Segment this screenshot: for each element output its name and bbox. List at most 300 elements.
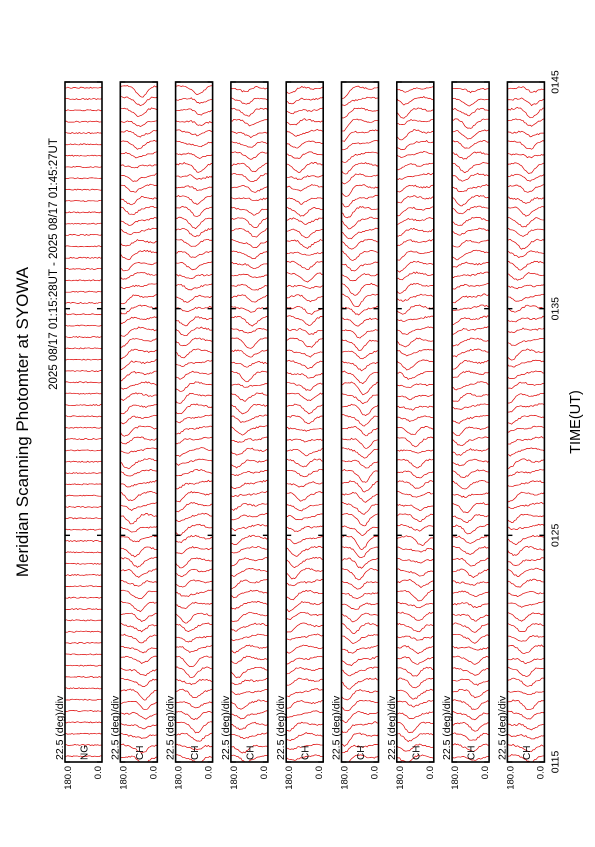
scan-trace — [342, 603, 379, 610]
scan-trace — [452, 338, 489, 346]
scan-trace — [342, 371, 379, 384]
scan-trace — [286, 427, 323, 431]
scan-trace — [65, 665, 102, 666]
scan-trace — [286, 504, 323, 511]
scan-trace — [176, 623, 213, 632]
scan-trace — [286, 162, 323, 172]
scan-trace — [507, 141, 544, 150]
scan-trace — [286, 198, 323, 205]
scan-trace — [452, 250, 489, 260]
scan-trace — [65, 495, 102, 496]
scan-trace — [65, 189, 102, 190]
y-tick-bottom: 0.0 — [93, 766, 104, 780]
scan-trace — [176, 503, 213, 512]
scan-trace — [120, 623, 157, 632]
scan-trace — [452, 108, 489, 116]
scan-trace — [286, 316, 323, 326]
scan-trace — [65, 506, 102, 507]
scan-trace — [120, 668, 157, 676]
scan-trace — [452, 88, 489, 93]
scan-trace — [65, 314, 102, 315]
scan-trace — [397, 536, 434, 546]
scan-trace — [65, 631, 102, 632]
scan-trace — [120, 656, 157, 663]
scan-trace — [342, 581, 379, 589]
scan-trace — [286, 207, 323, 216]
scan-trace — [397, 678, 434, 688]
scan-trace — [176, 701, 213, 707]
scan-trace — [507, 623, 544, 631]
scan-trace — [231, 568, 268, 576]
scan-trace — [176, 274, 213, 278]
scan-trace — [452, 228, 489, 235]
scan-trace — [286, 590, 323, 599]
scan-trace — [176, 186, 213, 191]
scan-trace — [452, 524, 489, 534]
scan-trace — [176, 535, 213, 542]
y-tick-bottom: 0.0 — [424, 766, 436, 780]
scan-trace — [452, 416, 489, 424]
scan-trace — [65, 167, 102, 168]
scan-trace — [176, 679, 213, 685]
x-tick-label: 0125 — [549, 523, 562, 548]
y-tick-bottom: 0.0 — [314, 766, 326, 780]
scan-trace — [397, 86, 434, 93]
scan-trace — [342, 129, 379, 141]
scan-trace — [120, 712, 157, 719]
scan-trace — [176, 469, 213, 475]
scan-trace — [342, 481, 379, 492]
scan-trace — [231, 218, 268, 228]
scan-trace — [120, 678, 157, 686]
scan-trace — [342, 294, 379, 307]
scan-trace — [342, 427, 379, 436]
scan-trace — [120, 601, 157, 611]
panel-5 — [275, 82, 325, 790]
scan-trace — [286, 645, 323, 653]
scan-trace — [342, 86, 379, 98]
panel-8 — [441, 82, 491, 790]
scan-trace — [507, 613, 544, 622]
scan-trace — [452, 623, 489, 633]
scan-trace — [342, 306, 379, 315]
scan-trace — [65, 234, 102, 235]
scan-trace — [397, 360, 434, 370]
scan-trace — [176, 448, 213, 457]
x-tick-labels — [549, 70, 561, 773]
scan-trace — [176, 404, 213, 414]
scan-trace — [397, 406, 434, 410]
chart-subtitle: 2025 08/17 01:15:28UT - 2025 08/17 01:45:27UT — [48, 138, 60, 390]
scan-trace — [507, 316, 544, 322]
scan-trace — [176, 547, 213, 554]
scan-trace — [286, 306, 323, 314]
scan-trace — [176, 711, 213, 719]
scan-trace — [120, 646, 157, 653]
scan-trace — [231, 700, 268, 709]
scan-trace — [397, 733, 434, 741]
scan-trace — [231, 228, 268, 237]
scan-trace — [176, 283, 213, 290]
channel-label: CH — [134, 745, 146, 760]
scan-trace — [452, 316, 489, 325]
scan-trace — [231, 87, 268, 92]
scan-trace — [120, 502, 157, 510]
scan-trace — [120, 184, 157, 192]
scan-trace — [120, 140, 157, 149]
scan-trace — [286, 252, 323, 255]
scan-trace — [120, 437, 157, 444]
scan-trace — [120, 130, 157, 137]
scan-trace — [176, 415, 213, 423]
scan-trace — [397, 316, 434, 322]
scan-trace — [231, 426, 268, 435]
scan-trace — [231, 590, 268, 598]
scan-trace — [120, 86, 157, 98]
scan-trace — [231, 525, 268, 531]
scan-trace — [452, 119, 489, 128]
scan-trace — [452, 581, 489, 585]
scan-trace — [120, 734, 157, 739]
scan-trace — [120, 382, 157, 390]
panel-traces — [507, 87, 544, 763]
scan-trace — [176, 217, 213, 228]
scan-trace — [342, 656, 379, 665]
scan-trace — [397, 395, 434, 400]
y-tick-bottom: 0.0 — [203, 766, 215, 780]
scan-trace — [397, 667, 434, 676]
scan-trace — [507, 371, 544, 379]
scan-trace — [286, 623, 323, 632]
scan-trace — [342, 678, 379, 689]
scale-label: 22.5 (deg)/div — [54, 695, 66, 760]
scan-trace — [120, 459, 157, 469]
scan-trace — [231, 634, 268, 641]
scan-trace — [342, 700, 379, 710]
scan-trace — [65, 348, 102, 349]
scan-trace — [120, 250, 157, 259]
scan-trace — [507, 163, 544, 174]
scan-trace — [65, 597, 102, 598]
panel-frame — [397, 82, 434, 762]
scan-trace — [231, 142, 268, 148]
channel-label: CH — [521, 745, 533, 760]
scan-trace — [65, 291, 102, 292]
scan-trace — [342, 415, 379, 427]
scan-trace — [231, 579, 268, 589]
scan-trace — [120, 152, 157, 158]
scan-trace — [342, 152, 379, 162]
panel-traces — [120, 86, 157, 764]
scan-trace — [507, 437, 544, 445]
scan-trace — [231, 98, 268, 105]
panel-4 — [220, 82, 270, 790]
scan-trace — [231, 612, 268, 621]
scan-trace — [176, 109, 213, 115]
scale-label: 22.5 (deg)/div — [385, 695, 398, 760]
scan-trace — [176, 317, 213, 326]
scan-trace — [452, 437, 489, 446]
scan-trace — [342, 592, 379, 599]
scan-trace — [231, 383, 268, 388]
scan-trace — [452, 733, 489, 740]
scan-trace — [507, 568, 544, 576]
scan-trace — [397, 481, 434, 489]
scan-trace — [120, 295, 157, 304]
scan-trace — [286, 536, 323, 543]
scan-trace — [65, 461, 102, 462]
scan-trace — [231, 295, 268, 302]
x-tick-label: 0115 — [549, 750, 562, 774]
scan-trace — [507, 338, 544, 345]
scan-trace — [452, 614, 489, 621]
scan-trace — [342, 195, 379, 207]
scan-trace — [397, 305, 434, 314]
scan-trace — [342, 634, 379, 643]
scan-trace — [231, 152, 268, 160]
scan-trace — [65, 336, 102, 337]
scan-trace — [397, 261, 434, 272]
scan-trace — [286, 373, 323, 378]
scan-trace — [231, 132, 268, 138]
scan-trace — [342, 330, 379, 339]
scan-trace — [231, 623, 268, 631]
scan-trace — [65, 302, 102, 303]
scan-trace — [397, 294, 434, 301]
scan-trace — [176, 175, 213, 180]
scan-trace — [231, 513, 268, 520]
scan-trace — [397, 459, 434, 468]
scan-trace — [452, 647, 489, 650]
scale-label: 22.5 (deg)/div — [275, 695, 288, 760]
scan-trace — [65, 609, 102, 610]
scan-trace — [120, 121, 157, 127]
scan-trace — [452, 700, 489, 710]
scan-trace — [120, 206, 157, 214]
scan-trace — [286, 700, 323, 708]
scan-trace — [342, 722, 379, 733]
scan-trace — [507, 131, 544, 137]
scan-trace — [397, 141, 434, 150]
scan-trace — [342, 623, 379, 634]
scan-trace — [342, 568, 379, 579]
scan-trace — [342, 217, 379, 229]
scan-trace — [507, 678, 544, 686]
scan-trace — [176, 590, 213, 597]
y-tick-top: 180.0 — [339, 766, 351, 790]
scan-trace — [176, 480, 213, 489]
scan-trace — [507, 635, 544, 641]
scan-trace — [231, 349, 268, 357]
scale-label: 22.5 (deg)/div — [109, 695, 122, 760]
scan-trace — [397, 579, 434, 587]
scan-trace — [231, 503, 268, 510]
scan-trace — [176, 524, 213, 535]
scan-trace — [507, 251, 544, 258]
scan-trace — [65, 699, 102, 700]
y-tick-top: 180.0 — [505, 766, 517, 790]
scan-trace — [176, 558, 213, 568]
scan-trace — [507, 448, 544, 456]
scan-trace — [342, 262, 379, 271]
scan-trace — [286, 459, 323, 467]
scan-trace — [286, 634, 323, 640]
scan-trace — [507, 558, 544, 566]
panel-1 — [54, 82, 104, 790]
scan-trace — [231, 667, 268, 678]
scan-trace — [342, 613, 379, 622]
scan-trace — [286, 382, 323, 390]
scan-trace — [452, 162, 489, 172]
scan-trace — [342, 469, 379, 482]
scan-trace — [507, 514, 544, 522]
scan-trace — [452, 427, 489, 436]
scan-trace — [286, 416, 323, 424]
scan-trace — [397, 96, 434, 105]
scan-trace — [176, 602, 213, 609]
scan-trace — [397, 228, 434, 236]
scan-trace — [286, 218, 323, 225]
scan-trace — [231, 535, 268, 544]
channel-label: CH — [190, 745, 202, 760]
scan-trace — [120, 196, 157, 205]
scan-trace — [507, 207, 544, 217]
scan-trace — [507, 273, 544, 281]
scan-trace — [286, 130, 323, 137]
channel-label: CH — [356, 745, 367, 760]
scan-trace — [342, 667, 379, 676]
scan-trace — [452, 262, 489, 267]
scan-trace — [286, 733, 323, 741]
y-tick-bottom: 0.0 — [258, 766, 270, 780]
channel-label: CH — [411, 745, 423, 760]
scan-trace — [65, 405, 102, 406]
scan-trace — [231, 689, 268, 694]
scan-trace — [176, 349, 213, 358]
scan-trace — [507, 426, 544, 432]
scan-trace — [176, 250, 213, 257]
scan-trace — [507, 239, 544, 249]
panel-traces — [286, 86, 323, 760]
scan-trace — [286, 261, 323, 269]
scan-trace — [231, 645, 268, 653]
scan-trace — [397, 151, 434, 157]
scan-trace — [176, 360, 213, 367]
scan-trace — [397, 185, 434, 192]
channel-label: CH — [466, 745, 478, 760]
scan-trace — [120, 689, 157, 700]
scan-trace — [452, 173, 489, 181]
scan-trace — [342, 404, 379, 415]
scan-trace — [452, 217, 489, 225]
scan-trace — [397, 416, 434, 422]
scan-trace — [397, 471, 434, 478]
scan-trace — [342, 382, 379, 395]
y-tick-top: 180.0 — [394, 766, 406, 790]
scan-trace — [120, 613, 157, 621]
scan-trace — [507, 284, 544, 289]
scan-trace — [231, 492, 268, 497]
scan-trace — [120, 634, 157, 643]
scan-trace — [286, 482, 323, 487]
scan-trace — [286, 272, 323, 282]
scan-trace — [452, 327, 489, 334]
x-tick-label: 0145 — [549, 70, 562, 94]
scan-trace — [342, 448, 379, 458]
scan-trace — [120, 174, 157, 182]
y-tick-bottom: 0.0 — [535, 766, 547, 780]
scan-trace — [231, 448, 268, 455]
scan-trace — [452, 481, 489, 489]
scan-trace — [120, 262, 157, 270]
scan-trace — [231, 656, 268, 663]
scan-trace — [507, 174, 544, 181]
scan-trace — [65, 733, 102, 734]
scan-trace — [507, 524, 544, 529]
scan-trace — [507, 667, 544, 676]
scan-trace — [397, 558, 434, 563]
scan-trace — [65, 473, 102, 474]
scan-trace — [176, 338, 213, 346]
scan-trace — [507, 393, 544, 403]
scan-trace — [397, 525, 434, 532]
scan-trace — [286, 285, 323, 288]
scan-trace — [452, 371, 489, 377]
scan-trace — [231, 711, 268, 719]
scan-trace — [507, 404, 544, 413]
scan-trace — [452, 130, 489, 139]
scan-trace — [452, 349, 489, 357]
scan-trace — [231, 722, 268, 729]
scan-trace — [65, 257, 102, 258]
scan-trace — [452, 711, 489, 720]
scan-trace — [120, 480, 157, 487]
scan-trace — [286, 678, 323, 685]
scan-trace — [397, 207, 434, 216]
scan-trace — [507, 502, 544, 508]
scan-trace — [342, 502, 379, 514]
scan-trace — [176, 295, 213, 302]
scan-trace — [120, 448, 157, 453]
scan-trace — [452, 689, 489, 697]
scan-trace — [397, 636, 434, 640]
scan-trace — [120, 339, 157, 348]
scan-trace — [65, 574, 102, 575]
scan-trace — [342, 97, 379, 105]
scan-trace — [120, 360, 157, 370]
scan-trace — [397, 603, 434, 608]
y-tick-top: 180.0 — [173, 766, 185, 790]
scan-trace — [286, 469, 323, 476]
scan-trace — [286, 667, 323, 673]
scan-trace — [452, 459, 489, 466]
scan-trace — [120, 526, 157, 532]
panels-group — [54, 82, 546, 790]
panel-2 — [109, 82, 159, 790]
scan-trace — [120, 557, 157, 567]
scan-trace — [507, 415, 544, 424]
scan-trace — [176, 382, 213, 392]
scan-trace — [176, 689, 213, 697]
scale-label: 22.5 (deg)/div — [330, 695, 343, 760]
scan-trace — [120, 404, 157, 414]
scan-trace — [176, 306, 213, 311]
scan-trace — [286, 492, 323, 501]
scan-trace — [342, 514, 379, 526]
scan-trace — [397, 722, 434, 733]
scan-trace — [507, 153, 544, 158]
scan-trace — [286, 349, 323, 357]
